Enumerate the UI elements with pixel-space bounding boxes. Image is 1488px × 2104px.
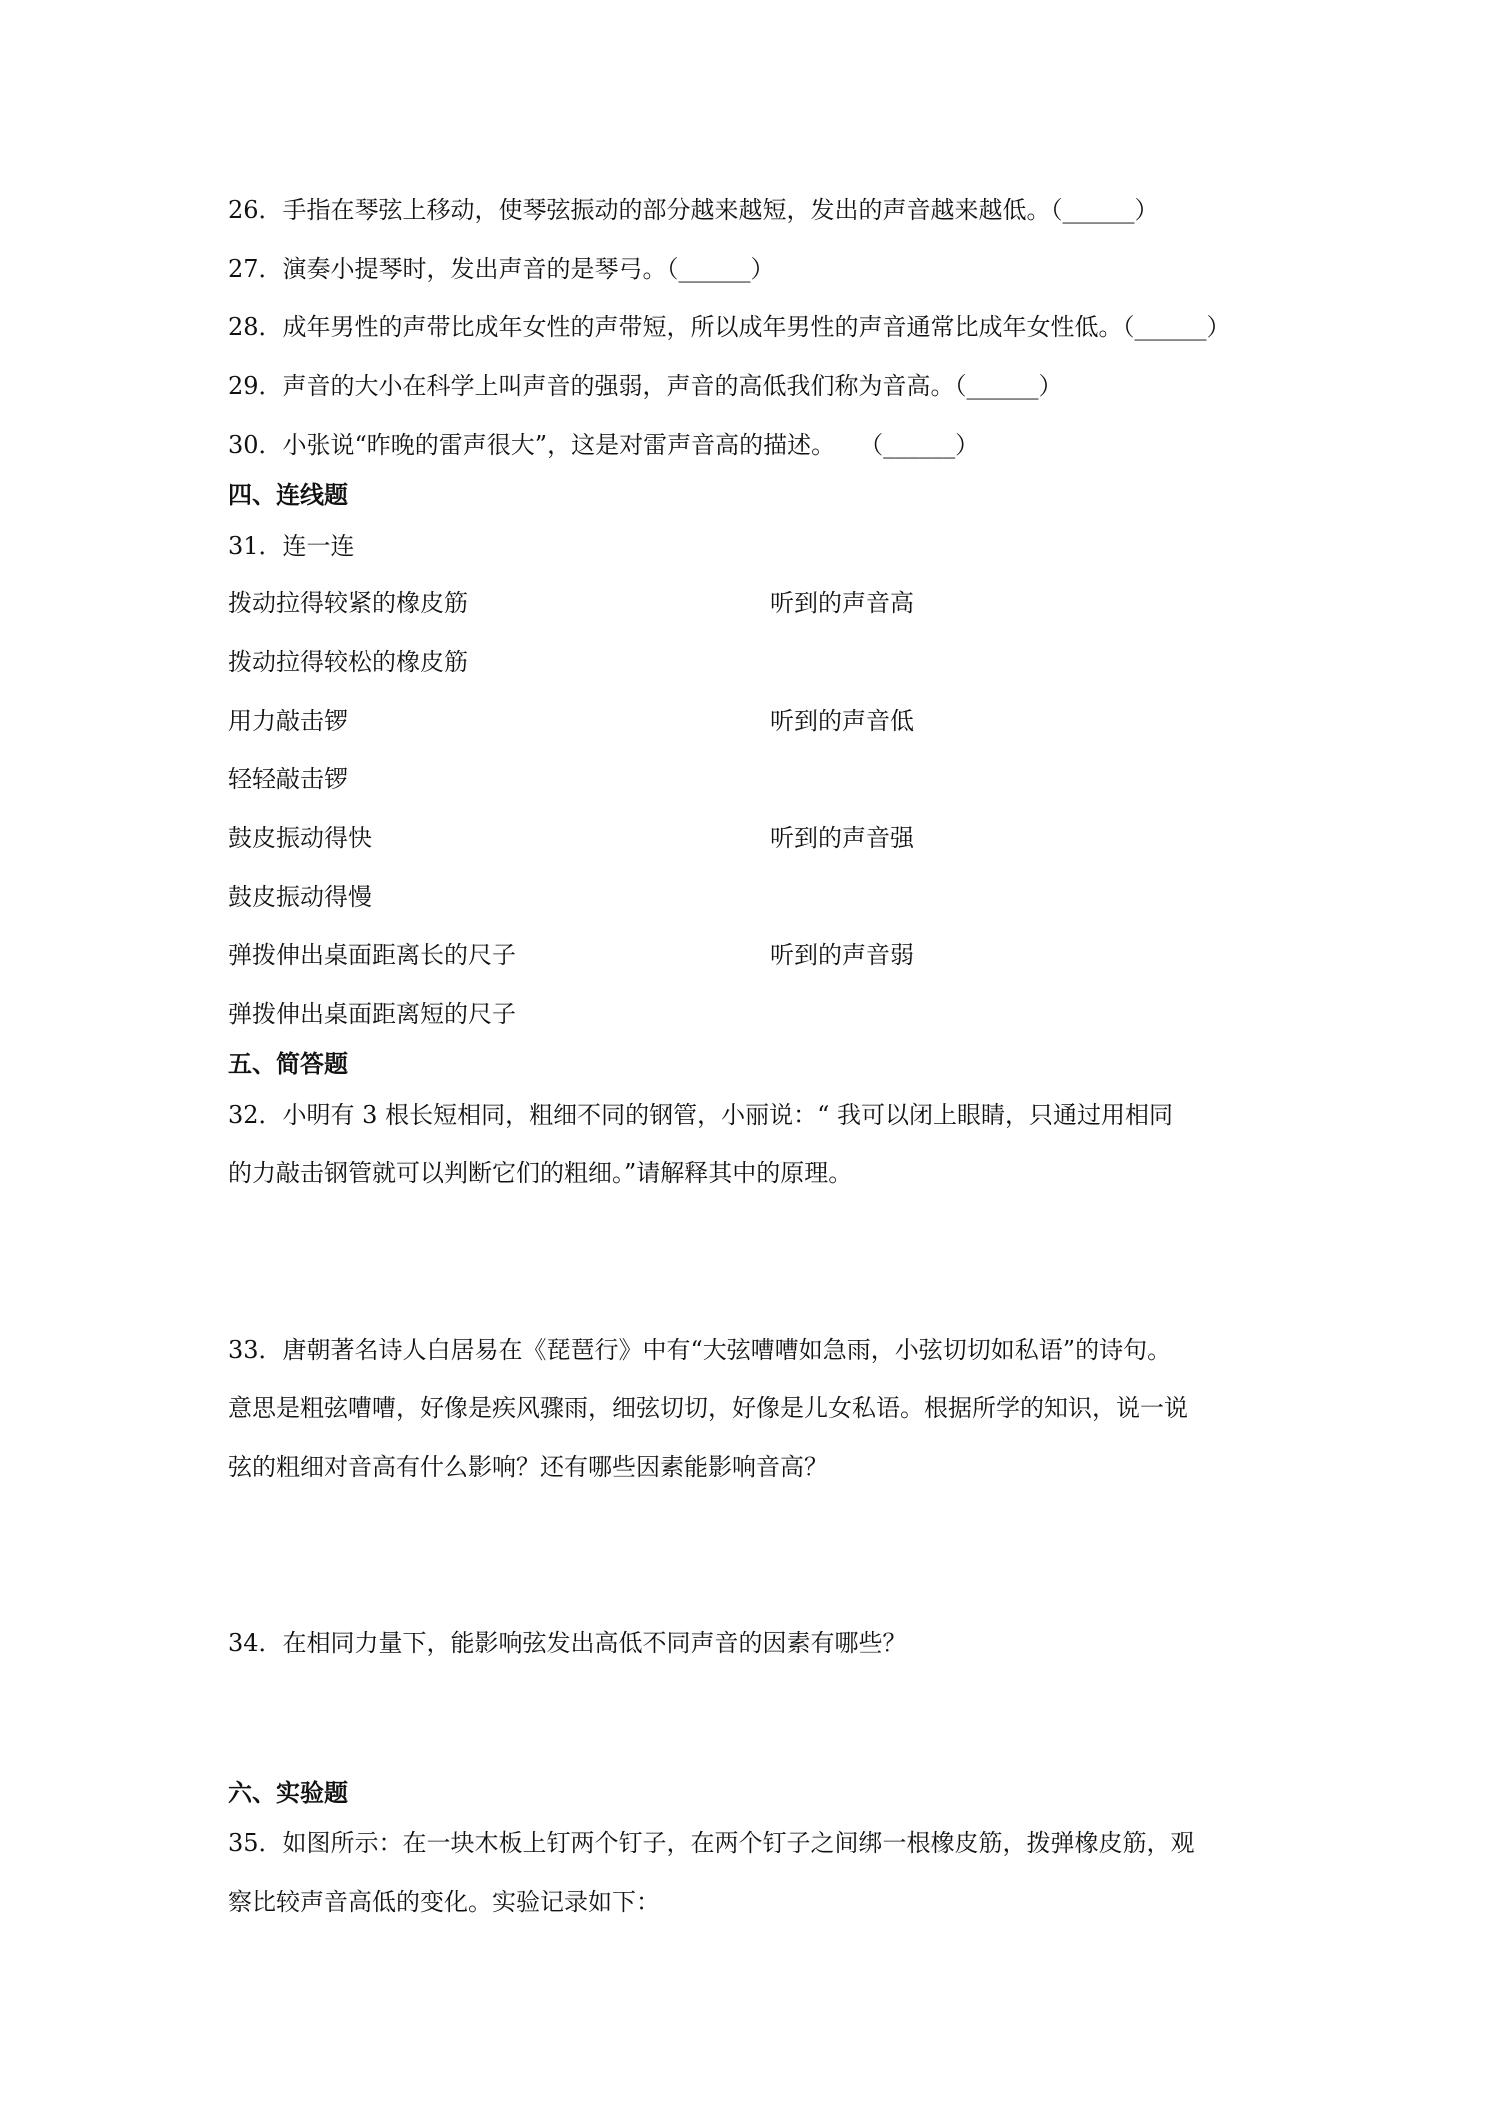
match-left-item: 鼓皮振动得快 (228, 824, 372, 852)
match-left-item: 拨动拉得较松的橡皮筋 (228, 648, 468, 676)
question-28: 28．成年男性的声带比成年女性的声带短，所以成年男性的声音通常比成年女性低。（______） (228, 313, 1231, 341)
match-left-item: 鼓皮振动得慢 (228, 883, 372, 911)
section-heading-short-answer: 五、简答题 (228, 1050, 348, 1078)
match-right-item: 听到的声音强 (770, 824, 914, 852)
question-26: 26．手指在琴弦上移动，使琴弦振动的部分越来越短，发出的声音越来越低。（______） (228, 196, 1159, 224)
question-33-line-3: 弦的粗细对音高有什么影响？还有哪些因素能影响音高？ (228, 1453, 828, 1481)
question-33-line-1: 33．唐朝著名诗人白居易在《琵琶行》中有“大弦嘈嘈如急雨，小弦切切如私语”的诗句。 (228, 1336, 1172, 1364)
section-heading-matching: 四、连线题 (228, 481, 348, 509)
question-29: 29．声音的大小在科学上叫声音的强弱，声音的高低我们称为音高。（______） (228, 372, 1063, 400)
question-35-line-1: 35．如图所示：在一块木板上钉两个钉子，在两个钉子之间绑一根橡皮筋，拨弹橡皮筋，观 (228, 1829, 1195, 1857)
question-27: 27．演奏小提琴时，发出声音的是琴弓。（______） (228, 255, 775, 283)
question-35-line-2: 察比较声音高低的变化。实验记录如下： (228, 1888, 660, 1916)
question-32-line-2: 的力敲击钢管就可以判断它们的粗细。”请解释其中的原理。 (228, 1159, 853, 1187)
question-33-line-2: 意思是粗弦嘈嘈，好像是疾风骤雨，细弦切切，好像是儿女私语。根据所学的知识，说一说 (228, 1394, 1188, 1422)
match-right-item: 听到的声音高 (770, 589, 914, 617)
match-right-item: 听到的声音弱 (770, 941, 914, 969)
question-30: 30．小张说“昨晚的雷声很大”，这是对雷声音高的描述。 （______） (228, 431, 980, 459)
question-32-line-1: 32．小明有 3 根长短相同，粗细不同的钢管，小丽说：“ 我可以闭上眼睛，只通过用相同 (228, 1101, 1173, 1129)
section-heading-experiment: 六、实验题 (228, 1779, 348, 1807)
question-34: 34．在相同力量下，能影响弦发出高低不同声音的因素有哪些？ (228, 1629, 907, 1657)
match-left-item: 轻轻敲击锣 (228, 765, 348, 793)
match-left-item: 弹拨伸出桌面距离长的尺子 (228, 941, 516, 969)
match-left-item: 拨动拉得较紧的橡皮筋 (228, 589, 468, 617)
match-left-item: 用力敲击锣 (228, 707, 348, 735)
match-right-item: 听到的声音低 (770, 707, 914, 735)
question-31: 31．连一连 (228, 532, 355, 560)
match-left-item: 弹拨伸出桌面距离短的尺子 (228, 1000, 516, 1028)
